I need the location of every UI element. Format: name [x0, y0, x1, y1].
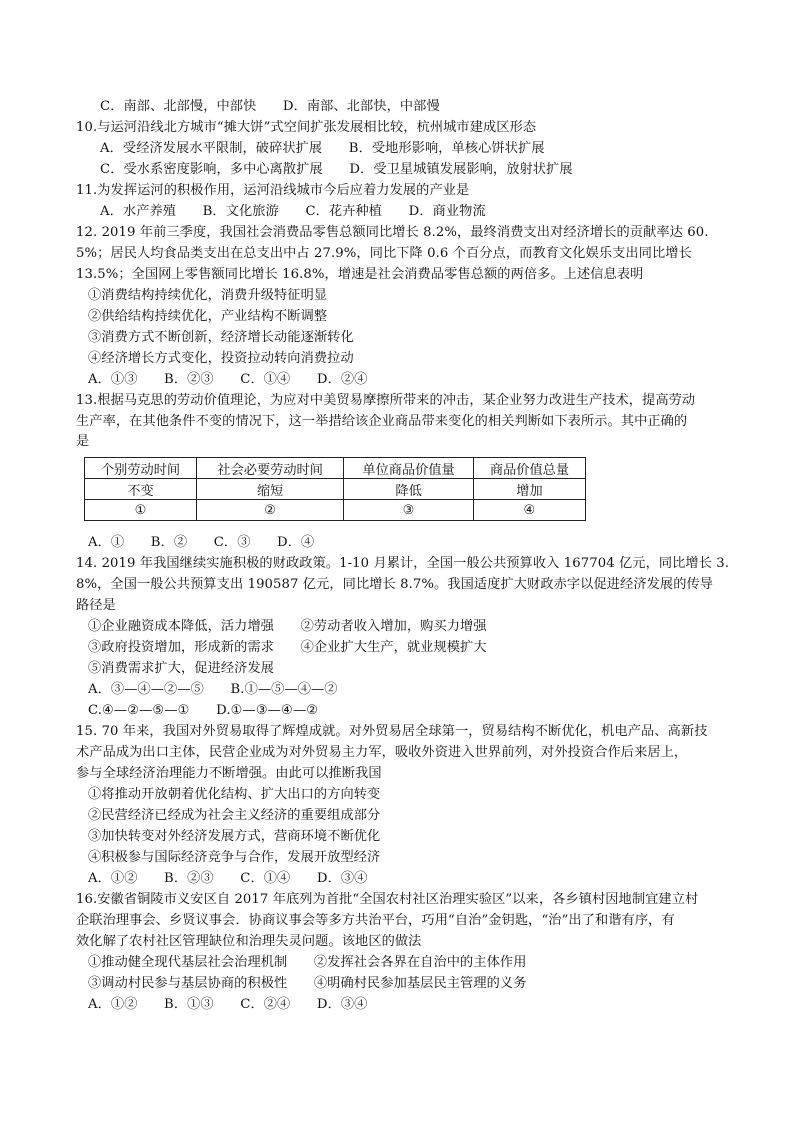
table-cell: 不变: [85, 479, 197, 500]
q15-item-3: ③加快转变对外经济发展方式，营商环境不断优化: [88, 829, 381, 844]
table-header: 商品价值总量: [473, 458, 585, 479]
table-header-row: [85, 458, 586, 479]
q12-stem-line2: 5%；居民人均食品类支出在总支出中占 27.9%，同比下降 0.6 个百分点，而教育文化娱乐支出同比增长: [76, 246, 692, 261]
q11-options: A．水产养殖 B．文化旅游 C．花卉种植 D．商业物流: [100, 204, 486, 219]
table-header: 个别劳动时间: [85, 458, 197, 479]
q16-options: A．①② B．①③ C．②④ D．③④: [88, 997, 368, 1012]
q13-stem-line3: 是: [76, 434, 90, 449]
table-header: 社会必要劳动时间: [197, 458, 344, 479]
q14-stem-line2: 8%，全国一般公共预算支出 190587 亿元，同比增长 8.7%。我国适度扩大财政赤字以促进经济发展的传导: [76, 577, 714, 592]
q16-items-34: ③调动村民参与基层协商的积极性 ④明确村民参加基层民主管理的义务: [88, 976, 527, 991]
table-cell: ②: [197, 500, 344, 521]
table-cell: 降低: [344, 479, 474, 500]
q14-items-34: ③政府投资增加，形成新的需求 ④企业扩大生产，就业规模扩大: [88, 640, 487, 655]
q14-option-ab: A．③—④—②—⑤ B.①—⑤—④—②: [88, 682, 338, 697]
table-header: 单位商品价值量: [344, 458, 474, 479]
q15-item-4: ④积极参与国际经济竞争与合作，发展开放型经济: [88, 850, 381, 865]
q10-stem: 10.与运河沿线北方城市“摊大饼”式空间扩张发展相比较，杭州城市建成区形态: [76, 120, 537, 135]
q14-item-5: ⑤消费需求扩大，促进经济发展: [88, 661, 275, 676]
q16-items-12: ①推动健全现代基层社会治理机制 ②发挥社会各界在自治中的主体作用: [88, 955, 527, 970]
q9-option-cd: C．南部、北部慢，中部快 D．南部、北部快，中部慢: [100, 99, 440, 114]
table-cell: ①: [85, 500, 197, 521]
q16-stem-line3: 效化解了农村社区管理缺位和治理失灵问题。该地区的做法: [76, 934, 422, 949]
q16-stem-line2: 企联治理事会、乡贤议事会．协商议事会等多方共治平台，巧用“自治”金钥匙，“治”出了和谐有序，有: [76, 913, 675, 928]
q15-item-1: ①将推动开放朝着优化结构、扩大出口的方向转变: [88, 787, 381, 802]
q11-stem: 11.为发挥运河的积极作用，运河沿线城市今后应着力发展的产业是: [76, 183, 470, 198]
q15-stem-line2: 术产品成为出口主体，民营企业成为对外贸易主力军，吸收外资进入世界前列，对外投资合作后来居上，: [76, 745, 688, 760]
value-table: [84, 457, 586, 521]
q12-stem-line3: 13.5%；全国网上零售额同比增长 16.8%，增速是社会消费品零售总额的两倍多。上述信息表明: [76, 267, 644, 282]
table-cell: 增加: [473, 479, 585, 500]
q15-options: A．①② B．②③ C．①④ D．③④: [88, 871, 368, 886]
table-cell: ③: [344, 500, 474, 521]
q14-items-12: ①企业融资成本降低，活力增强 ②劳动者收入增加，购买力增强: [88, 619, 487, 634]
q15-stem-line1: 15. 70 年来，我国对外贸易取得了辉煌成就。对外贸易居全球第一，贸易结构不断优化，机电产品、高新技: [76, 724, 708, 739]
q13-stem-line2: 生产率，在其他条件不变的情况下，这一举措给该企业商品带来变化的相关判断如下表所示。其中正确的: [76, 414, 688, 429]
table-cell: ④: [473, 500, 585, 521]
q12-item-2: ②供给结构持续优化，产业结构不断调整: [88, 309, 328, 324]
table-row: [85, 500, 586, 521]
q12-stem-line1: 12. 2019 年前三季度，我国社会消费品零售总额同比增长 8.2%，最终消费支出对经济增长的贡献率达 60.: [76, 225, 709, 240]
table-row: [85, 479, 586, 500]
q12-item-1: ①消费结构持续优化，消费升级特征明显: [88, 288, 328, 303]
q12-item-3: ③消费方式不断创新，经济增长动能逐渐转化: [88, 330, 354, 345]
q14-option-cd: C.④—②—⑤—① D.①—③—④—②: [88, 703, 319, 718]
q16-stem-line1: 16.安徽省铜陵市义安区自 2017 年底列为首批“全国农村社区治理实验区”以来，各乡镇村因地制宜建立村: [76, 892, 699, 907]
q12-options: A．①③ B．②③ C．①④ D．②④: [88, 372, 368, 387]
q13-options: A．① B．② C．③ D．④: [88, 535, 315, 550]
q10-option-cd: C．受水系密度影响，多中心离散扩展 D．受卫星城镇发展影响，放射状扩展: [100, 162, 573, 177]
q13-stem-line1: 13.根据马克思的劳动价值理论，为应对中美贸易摩擦所带来的冲击，某企业努力改进生产技术，提高劳动: [76, 393, 696, 408]
q14-stem-line1: 14. 2019 年我国继续实施积极的财政政策。1-10 月累计，全国一般公共预算收入 167704 亿元，同比增长 3.: [76, 556, 730, 571]
q14-stem-line3: 路径是: [76, 598, 116, 613]
q15-stem-line3: 参与全球经济治理能力不断增强。由此可以推断我国: [76, 766, 382, 781]
q12-item-4: ④经济增长方式变化，投资拉动转向消费拉动: [88, 351, 354, 366]
q15-item-2: ②民营经济已经成为社会主义经济的重要组成部分: [88, 808, 381, 823]
table-cell: 缩短: [197, 479, 344, 500]
q10-option-ab: A．受经济发展水平限制，破碎状扩展 B．受地形影响，单核心饼状扩展: [100, 141, 545, 156]
